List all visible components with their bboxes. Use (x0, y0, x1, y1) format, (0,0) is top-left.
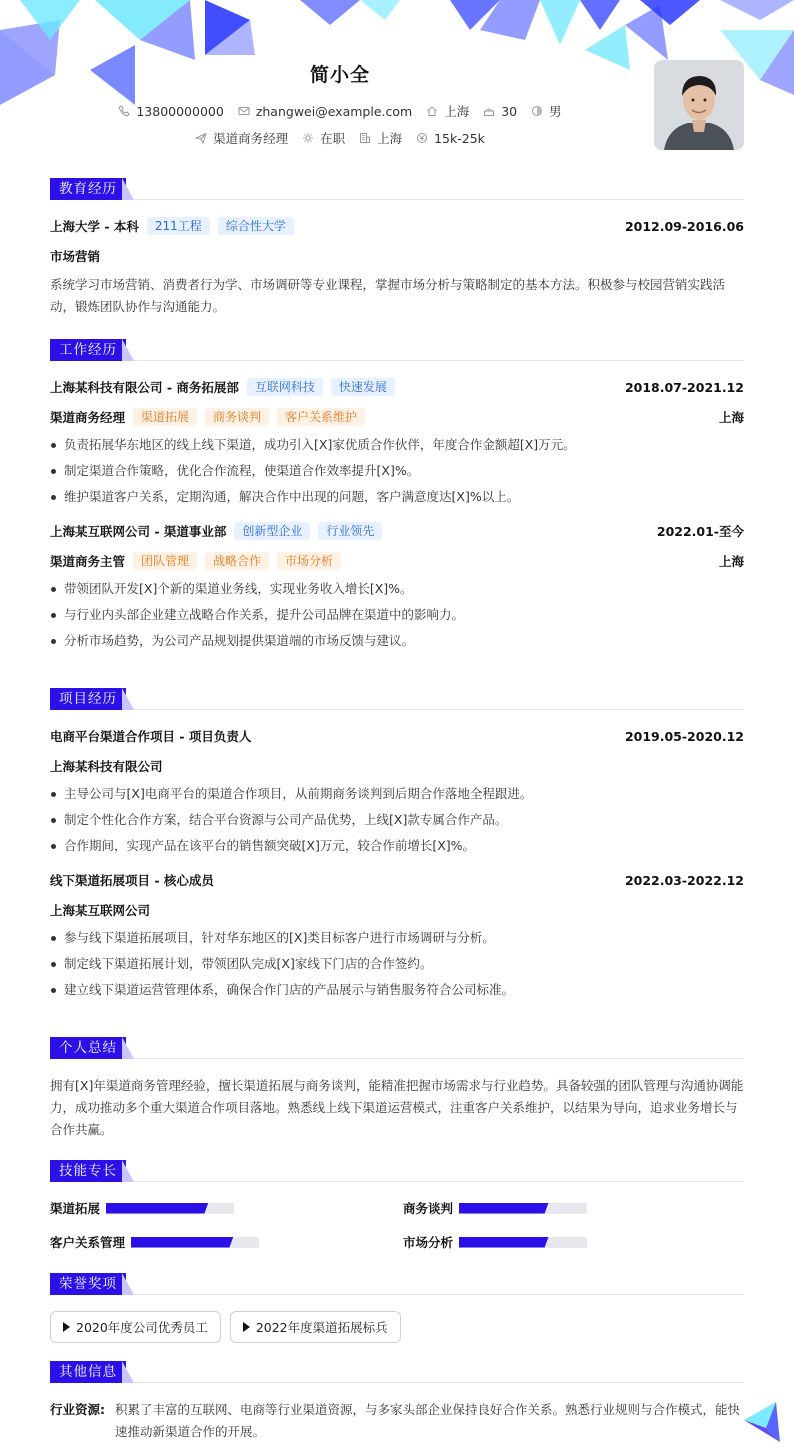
projects-section (50, 688, 744, 1003)
phone-text: 13800000000 (136, 103, 224, 119)
list-item: 分析市场趋势，为公司产品规划提供渠道端的市场反馈与建议。 (50, 628, 744, 654)
projects-title: 项目经历 (50, 688, 126, 710)
work-company: 上海某互联网公司 - 渠道事业部 (50, 524, 227, 539)
major-row (50, 246, 744, 266)
project-company: 上海某科技有限公司 (50, 759, 163, 774)
skill-tag: 客户关系维护 (277, 408, 365, 426)
award-text: 2020年度公司优秀员工 (76, 1320, 208, 1335)
education-title: 教育经历 (50, 178, 126, 200)
skill-tag: 商务谈判 (205, 408, 269, 426)
triangle-icon (63, 1322, 70, 1332)
skill-name: 市场分析 (403, 1235, 454, 1250)
project-date: 2019.05-2020.12 (624, 728, 744, 744)
avatar-photo (654, 60, 744, 150)
work-date: 2018.07-2021.12 (624, 379, 744, 395)
education-row (50, 216, 744, 236)
skills-title: 技能专长 (50, 1160, 126, 1182)
title-tail-decoration (122, 1160, 134, 1182)
project-name: 电商平台渠道合作项目 - 项目负责人 (50, 729, 252, 744)
work-item (50, 377, 744, 510)
project-name-row (50, 726, 744, 746)
company-tag: 行业领先 (318, 522, 382, 540)
work-role-row (50, 407, 744, 427)
list-item: 制定线下渠道拓展计划，带领团队完成[X]家线下门店的合作签约。 (50, 951, 744, 977)
age-text: 30 (501, 103, 518, 119)
other-label: 行业资源: (50, 1402, 105, 1417)
title-tail-decoration (122, 178, 134, 200)
skills-grid (50, 1198, 744, 1252)
work-date: 2022.01-至今 (656, 524, 744, 539)
list-item: 制定个性化合作方案，结合平台资源与公司产品优势，上线[X]款专属合作产品。 (50, 807, 744, 833)
home-icon (426, 105, 438, 117)
list-item: 合作期间，实现产品在该平台的销售额突破[X]万元，较合作前增长[X]%。 (50, 833, 744, 859)
job-intent-row (0, 129, 680, 147)
candidate-name: 简小全 (309, 64, 370, 86)
skill-item (403, 1198, 744, 1218)
intent-salary (416, 131, 485, 146)
project-company: 上海某互联网公司 (50, 903, 151, 918)
list-item: 带领团队开发[X]个新的渠道业务线，实现业务收入增长[X]%。 (50, 576, 744, 602)
award-item (50, 1311, 221, 1343)
skill-level-fill (131, 1237, 233, 1248)
age-icon (483, 105, 495, 117)
school-tag: 211工程 (147, 217, 210, 235)
skill-level-fill (106, 1203, 208, 1214)
project-date: 2022.03-2022.12 (624, 872, 744, 888)
avatar-illustration (654, 60, 744, 150)
skill-tag: 团队管理 (133, 552, 197, 570)
other-section (50, 1361, 744, 1443)
summary-title: 个人总结 (50, 1037, 126, 1059)
contact-row (0, 102, 680, 120)
title-tail-decoration (122, 1361, 134, 1383)
list-item: 主导公司与[X]电商平台的渠道合作项目，从前期商务谈判到后期合作落地全程跟进。 (50, 781, 744, 807)
other-header (50, 1361, 744, 1383)
email-text: zhangwei@example.com (255, 103, 413, 119)
send-icon (195, 132, 207, 144)
company-tag: 创新型企业 (234, 522, 310, 540)
project-bullets (50, 781, 744, 859)
project-name-row (50, 870, 744, 890)
work-company: 上海某科技有限公司 - 商务拓展部 (50, 380, 239, 395)
salary-icon (416, 132, 428, 144)
skill-tag: 市场分析 (277, 552, 341, 570)
status-text: 在职 (320, 131, 346, 146)
other-row (50, 1399, 744, 1443)
skill-level-fill (459, 1237, 549, 1248)
list-item: 维护渠道客户关系，定期沟通，解决合作中出现的问题，客户满意度达[X]%以上。 (50, 484, 744, 510)
contact-phone (118, 104, 223, 119)
work-company-row (50, 521, 744, 541)
project-bullets (50, 925, 744, 1003)
education-description: 系统学习市场营销、消费者行为学、市场调研等专业课程，掌握市场分析与策略制定的基本方法。积极参与校园营销实践活动，锻炼团队协作与沟通能力。 (50, 277, 726, 314)
contact-city (426, 102, 469, 120)
salary-text: 15k-25k (434, 130, 485, 146)
other-text: 积累了丰富的互联网、电商等行业渠道资源，与多家头部企业保持良好合作关系。熟悉行业规则与合作模式，能快速推动新渠道合作的开展。 (115, 1402, 741, 1439)
building-icon (359, 132, 371, 144)
intent-city-text: 上海 (377, 131, 403, 146)
project-name: 线下渠道拓展项目 - 核心成员 (50, 873, 214, 888)
company-tag: 快速发展 (331, 378, 395, 396)
awards-title: 荣誉奖项 (50, 1273, 126, 1295)
awards-header (50, 1273, 744, 1295)
other-title: 其他信息 (50, 1361, 126, 1383)
list-item: 与行业内头部企业建立战略合作关系，提升公司品牌在渠道中的影响力。 (50, 602, 744, 628)
work-bullets (50, 576, 744, 654)
major-name: 市场营销 (50, 249, 101, 264)
work-location: 上海 (718, 410, 744, 425)
projects-header (50, 688, 744, 710)
title-tail-decoration (122, 688, 134, 710)
work-bullets (50, 432, 744, 510)
intent-city (359, 129, 402, 147)
award-item (230, 1311, 401, 1343)
skill-bar (106, 1203, 234, 1214)
phone-icon (118, 105, 130, 117)
work-section (50, 339, 744, 654)
skill-name: 商务谈判 (403, 1201, 454, 1216)
project-company-row (50, 900, 744, 920)
summary-section (50, 1037, 744, 1141)
contact-email (238, 104, 412, 119)
skill-item (403, 1232, 744, 1252)
status-icon (302, 132, 314, 144)
company-tag: 互联网科技 (247, 378, 323, 396)
skill-tag: 战略合作 (205, 552, 269, 570)
skill-bar (131, 1237, 259, 1248)
project-item (50, 870, 744, 1003)
awards-section (50, 1273, 744, 1343)
gender-text: 男 (549, 104, 562, 119)
contact-age (483, 104, 517, 119)
skill-bar (459, 1237, 587, 1248)
triangle-icon (243, 1322, 250, 1332)
list-item: 建立线下渠道运营管理体系，确保合作门店的产品展示与销售服务符合公司标准。 (50, 977, 744, 1003)
list-item: 参与线下渠道拓展项目，针对华东地区的[X]类目标客户进行市场调研与分析。 (50, 925, 744, 951)
skill-item (50, 1198, 403, 1218)
intent-position (195, 129, 288, 147)
corner-decoration (740, 1398, 782, 1446)
work-header (50, 339, 744, 361)
email-icon (238, 105, 250, 117)
summary-header (50, 1037, 744, 1059)
project-item (50, 726, 744, 859)
skill-bar (459, 1203, 587, 1214)
skill-item (50, 1232, 403, 1252)
work-company-row (50, 377, 744, 397)
education-section (50, 178, 744, 318)
gender-icon (531, 105, 543, 117)
skill-name: 客户关系管理 (50, 1235, 126, 1250)
title-tail-decoration (122, 339, 134, 361)
city-text: 上海 (444, 104, 470, 119)
work-role-row (50, 551, 744, 571)
work-role: 渠道商务经理 (50, 410, 126, 425)
skill-level-fill (459, 1203, 549, 1214)
school-tag: 综合性大学 (218, 217, 294, 235)
list-item: 制定渠道合作策略，优化合作流程，使渠道合作效率提升[X]%。 (50, 458, 744, 484)
summary-text: 拥有[X]年渠道商务管理经验，擅长渠道拓展与商务谈判，能精准把握市场需求与行业趋势。具备较强的团队管理与沟通协调能力，成功推动多个重大渠道合作项目落地。熟悉线上线下渠道运营模式，注重客户关系维护，以结果为导向，追求业务增长与合作共赢。 (50, 1078, 744, 1137)
intent-status (302, 129, 345, 147)
skills-section (50, 1160, 744, 1252)
resume-header (0, 0, 794, 170)
skill-name: 渠道拓展 (50, 1201, 101, 1216)
education-date: 2012.09-2016.06 (624, 218, 744, 234)
award-text: 2022年度渠道拓展标兵 (255, 1320, 388, 1335)
title-tail-decoration (122, 1037, 134, 1059)
work-item (50, 521, 744, 654)
position-text: 渠道商务经理 (213, 131, 289, 146)
skill-tag: 渠道拓展 (133, 408, 197, 426)
title-tail-decoration (122, 1273, 134, 1295)
education-header (50, 178, 744, 200)
project-company-row (50, 756, 744, 776)
work-title: 工作经历 (50, 339, 126, 361)
work-role: 渠道商务主管 (50, 554, 126, 569)
school-name: 上海大学 - 本科 (50, 219, 139, 234)
list-item: 负责拓展华东地区的线上线下渠道，成功引入[X]家优质合作伙伴，年度合作金额超[X]万元。 (50, 432, 744, 458)
skills-header (50, 1160, 744, 1182)
work-location: 上海 (718, 554, 744, 569)
awards-list (50, 1311, 744, 1343)
contact-gender (531, 102, 562, 120)
